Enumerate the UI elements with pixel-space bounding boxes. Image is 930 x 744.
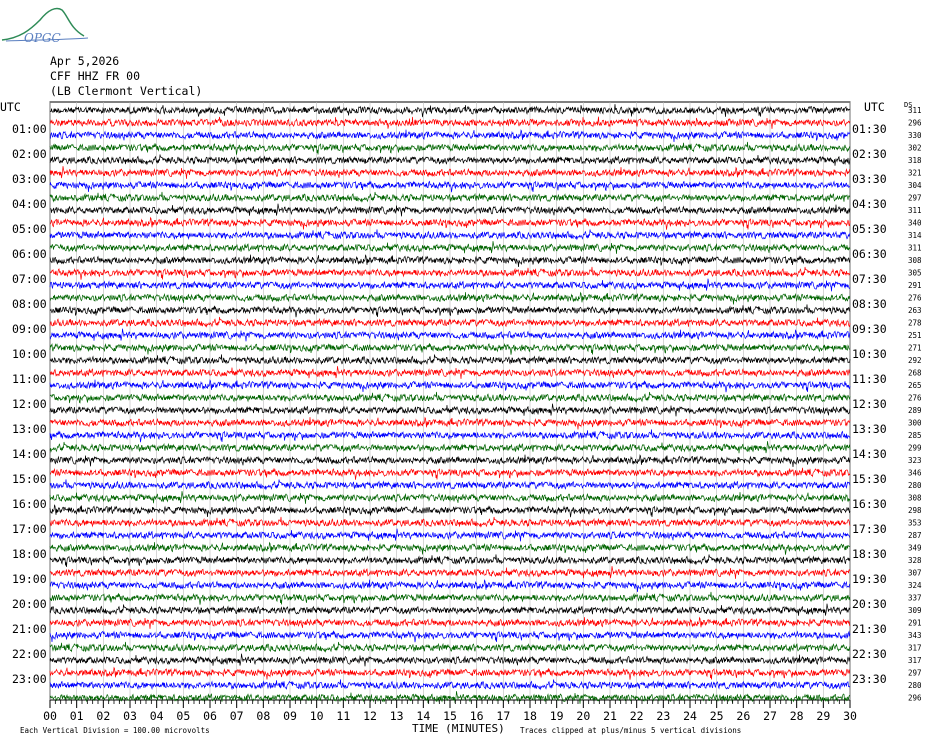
ds-value: 304 (908, 181, 922, 190)
x-tick-label: 25 (709, 709, 724, 723)
x-tick-label: 04 (149, 709, 164, 723)
right-hour-label: 21:30 (852, 622, 887, 636)
right-hour-label: 03:30 (852, 172, 887, 186)
right-axis-title: UTC (864, 100, 885, 114)
left-hour-label: 22:00 (12, 647, 47, 661)
left-hour-label: 02:00 (12, 147, 47, 161)
ds-value: 308 (908, 493, 922, 503)
x-tick-label: 10 (309, 709, 324, 723)
x-tick-label: 17 (496, 709, 511, 723)
ds-value: 305 (908, 268, 922, 278)
right-hour-label: 19:30 (852, 572, 887, 586)
right-hour-label: 12:30 (852, 397, 887, 411)
right-hour-label: 23:30 (852, 672, 887, 686)
x-tick-label: 18 (523, 709, 537, 723)
chart-location: (LB Clermont Vertical) (50, 84, 203, 98)
ds-value: 276 (908, 393, 922, 403)
left-hour-label: 15:00 (12, 472, 47, 486)
ds-value: 324 (908, 581, 922, 590)
ds-value: 278 (908, 318, 922, 328)
left-hour-label: 17:00 (12, 522, 47, 536)
footer-clip-note: Traces clipped at plus/minus 5 vertical divisions (520, 726, 742, 735)
x-tick-label: 00 (43, 709, 57, 723)
x-tick-label: 30 (843, 709, 857, 723)
ds-value: 311 (908, 106, 922, 115)
x-tick-label: 13 (389, 709, 404, 723)
ds-value: 309 (908, 606, 922, 615)
ds-value: 343 (908, 631, 922, 640)
left-hour-label: 19:00 (12, 572, 47, 586)
ds-value: 291 (908, 618, 922, 628)
x-tick-label: 03 (123, 709, 137, 723)
ds-value: 307 (908, 568, 922, 578)
ds-value: 292 (908, 356, 922, 365)
right-hour-label: 13:30 (852, 422, 887, 436)
x-tick-label: 28 (789, 709, 804, 723)
x-tick-label: 15 (443, 709, 457, 723)
ds-value: 296 (908, 693, 922, 703)
ds-value: 285 (908, 431, 922, 440)
x-axis-title: TIME (MINUTES) (412, 722, 505, 735)
left-hour-label: 16:00 (12, 497, 47, 511)
ds-value: 314 (908, 231, 922, 240)
ds-value: 280 (908, 481, 922, 490)
ds-value: 276 (908, 293, 922, 303)
left-hour-label: 01:00 (12, 122, 47, 136)
x-tick-label: 20 (576, 709, 591, 723)
ds-value: 321 (908, 168, 922, 178)
right-hour-label: 04:30 (852, 197, 887, 211)
ds-value: 287 (908, 531, 922, 540)
ds-title: DS (904, 101, 913, 109)
left-hour-label: 09:00 (12, 322, 47, 336)
ds-value: 311 (908, 243, 922, 253)
right-hour-label: 05:30 (852, 222, 887, 236)
right-hour-label: 17:30 (852, 522, 887, 536)
ds-value: 330 (908, 131, 922, 140)
x-tick-label: 29 (816, 709, 831, 723)
ds-value: 271 (908, 343, 922, 353)
left-hour-label: 14:00 (12, 447, 47, 461)
right-hour-label: 15:30 (852, 472, 887, 486)
right-hour-label: 22:30 (852, 647, 887, 661)
ds-value: 298 (908, 506, 922, 515)
right-hour-label: 18:30 (852, 547, 887, 561)
left-hour-label: 20:00 (12, 597, 47, 611)
right-hour-label: 06:30 (852, 247, 887, 261)
ds-value: 291 (908, 281, 922, 290)
ds-value: 268 (908, 368, 922, 378)
ds-value: 318 (908, 156, 922, 165)
x-tick-label: 08 (256, 709, 271, 723)
right-hour-label: 14:30 (852, 447, 887, 461)
ds-value: 317 (908, 656, 922, 665)
left-hour-label: 18:00 (12, 547, 47, 561)
ds-value: 299 (908, 443, 922, 453)
right-hour-label: 09:30 (852, 322, 887, 336)
chart-station: CFF HHZ FR 00 (50, 69, 141, 83)
opgc-logo (2, 8, 88, 45)
x-tick-label: 09 (283, 709, 297, 723)
x-tick-label: 07 (229, 709, 244, 723)
left-hour-label: 13:00 (12, 422, 47, 436)
left-hour-label: 03:00 (12, 172, 47, 186)
left-hour-label: 10:00 (12, 347, 47, 361)
x-tick-label: 06 (203, 709, 217, 723)
ds-value: 297 (908, 193, 922, 203)
ds-value: 349 (908, 543, 922, 553)
x-tick-label: 21 (603, 709, 617, 723)
ds-value: 300 (908, 418, 922, 428)
right-hour-label: 10:30 (852, 347, 887, 361)
x-axis-ticks (43, 700, 857, 723)
left-hour-label: 06:00 (12, 247, 47, 261)
x-tick-label: 01 (69, 709, 84, 723)
right-hour-label: 01:30 (852, 122, 887, 136)
left-axis-title: UTC (0, 100, 21, 114)
ds-value: 323 (908, 456, 922, 465)
ds-value: 337 (908, 593, 922, 603)
chart-date: Apr 5,2026 (50, 54, 120, 68)
x-tick-label: 11 (336, 709, 351, 723)
ds-value: 311 (908, 206, 922, 215)
left-hour-label: 08:00 (12, 297, 47, 311)
x-tick-label: 12 (363, 709, 377, 723)
ds-value: 308 (908, 256, 922, 265)
ds-value: 296 (908, 118, 922, 128)
left-hour-label: 07:00 (12, 272, 47, 286)
ds-value: 251 (908, 331, 922, 340)
x-tick-label: 14 (416, 709, 431, 723)
x-tick-label: 23 (656, 709, 671, 723)
ds-value: 302 (908, 143, 922, 153)
ds-value: 328 (908, 556, 922, 565)
right-hour-label: 02:30 (852, 147, 887, 161)
left-hour-label: 21:00 (12, 622, 47, 636)
x-tick-label: 27 (763, 709, 777, 723)
logo-text: OPGC (24, 31, 61, 45)
right-hour-label: 20:30 (852, 597, 887, 611)
x-tick-label: 26 (736, 709, 751, 723)
ds-value: 289 (908, 406, 922, 415)
ds-value: 263 (908, 306, 922, 315)
x-tick-label: 19 (549, 709, 564, 723)
ds-value: 317 (908, 643, 922, 653)
left-hour-label: 04:00 (12, 197, 47, 211)
right-hour-label: 08:30 (852, 297, 887, 311)
x-tick-label: 02 (96, 709, 111, 723)
x-tick-label: 22 (629, 709, 644, 723)
left-hour-label: 23:00 (12, 672, 47, 686)
right-hour-label: 11:30 (852, 372, 887, 386)
left-hour-label: 05:00 (12, 222, 47, 236)
right-hour-label: 16:30 (852, 497, 887, 511)
x-tick-label: 05 (176, 709, 191, 723)
right-hour-label: 07:30 (852, 272, 887, 286)
ds-value: 265 (908, 381, 922, 390)
ds-value: 340 (908, 218, 922, 228)
footer-scale-note: Each Vertical Division = 100.00 microvolts (20, 726, 210, 735)
ds-value: 280 (908, 681, 922, 690)
ds-value: 353 (908, 518, 922, 528)
ds-value: 346 (908, 468, 922, 478)
x-tick-label: 16 (469, 709, 484, 723)
left-hour-label: 11:00 (12, 372, 47, 386)
x-tick-label: 24 (683, 709, 697, 723)
ds-value: 297 (908, 668, 922, 678)
left-hour-label: 12:00 (12, 397, 47, 411)
